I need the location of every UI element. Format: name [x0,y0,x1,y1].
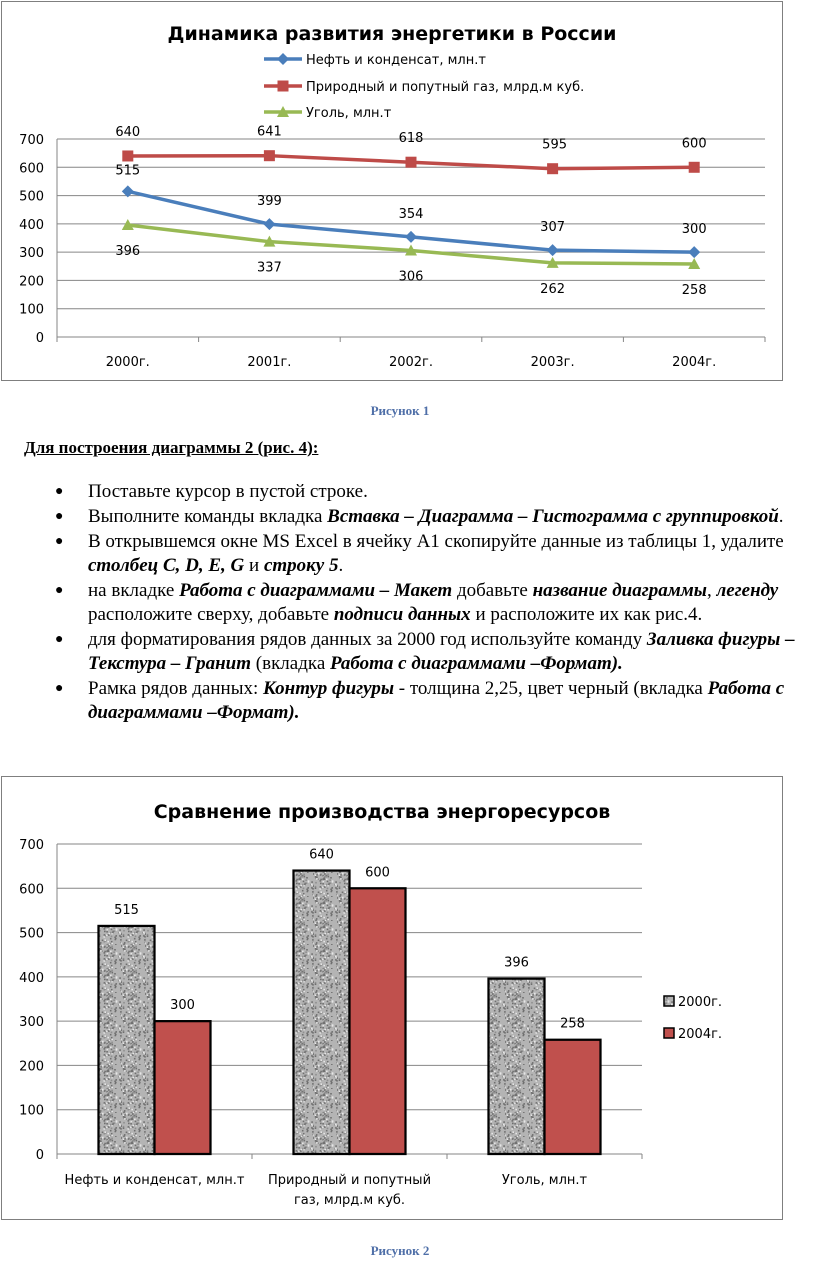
instruction-emphasis: Работа с диаграммами –Формат). [88,678,785,723]
square-marker-icon [547,163,558,174]
data-label: 258 [560,1016,585,1032]
instruction-text: расположите сверху, добавьте [88,604,334,625]
data-label: 262 [540,281,566,297]
instruction-item [52,677,797,725]
y-tick-label: 400 [19,217,44,233]
instruction-text: и расположите их как рис.4. [470,604,703,625]
y-tick-label: 700 [19,133,44,148]
y-tick-label: 300 [19,246,44,262]
instruction-emphasis: строку 5 [263,555,339,576]
instruction-emphasis: Вставка – Диаграмма – Гистограмма с группировкой [327,506,779,527]
y-tick-label: 100 [19,1103,44,1119]
y-tick-label: 200 [19,274,44,290]
diamond-marker-icon [688,246,700,258]
bullet-icon: ● [55,509,64,524]
data-label: 306 [398,269,424,285]
figure2-caption: Рисунок 2 [370,1243,430,1258]
instructions-heading: Для построения диаграммы 2 (рис. 4): [24,438,319,457]
x-tick-label: газ, млрд.м куб. [293,1193,406,1208]
x-tick-label: Нефть и конденсат, млн.т [64,1173,245,1188]
y-tick-label: 400 [19,970,44,986]
data-label: 640 [115,124,141,140]
data-label: 396 [115,243,141,259]
bar-chart-svg [2,777,782,1219]
y-tick-label: 600 [19,882,44,898]
x-tick-label: 2004г. [672,355,717,370]
diamond-marker-icon [405,231,417,243]
bullet-icon: ● [55,681,64,696]
data-label: 300 [170,998,195,1014]
data-label: 600 [365,865,390,881]
instruction-item [52,530,797,578]
instruction-text: , [706,580,717,601]
data-label: 258 [681,283,707,299]
legend-label: 2000г. [678,995,723,1010]
instructions-list [52,480,797,726]
bullet-icon: ● [55,484,64,499]
instruction-emphasis: столбец C, D, E, G [88,555,245,576]
data-label: 396 [504,955,529,971]
square-marker-icon [406,157,417,168]
instruction-item [52,579,797,627]
square-marker-icon [689,162,700,173]
y-tick-label: 700 [19,838,44,853]
instruction-text: для форматирования рядов данных за 2000 год используйте команду [88,629,647,650]
bullet-icon: ● [55,534,64,549]
y-tick-label: 0 [35,331,44,346]
instruction-item [52,628,797,676]
instruction-emphasis: название диаграммы [532,580,707,601]
bullet-icon: ● [55,632,64,647]
y-tick-label: 500 [19,926,44,942]
line-chart-energy-dynamics [1,1,783,381]
data-label: 300 [681,222,707,238]
square-marker-icon [122,150,133,161]
data-label: 640 [309,847,334,863]
x-tick-label: Природный и попутный [267,1173,432,1188]
instruction-emphasis: Контур фигуры [263,678,395,699]
legend-label: Природный и попутный газ, млрд.м куб. [306,80,585,95]
square-marker-icon [278,81,289,92]
data-label: 307 [540,220,566,236]
x-tick-label: Уголь, млн.т [501,1173,588,1188]
bar [155,1021,211,1154]
bar [350,888,406,1154]
legend-label: 2004г. [678,1027,723,1042]
data-label: 515 [115,163,141,179]
data-label: 595 [542,137,568,153]
bullet-icon: ● [55,583,64,598]
figure1-caption: Рисунок 1 [370,403,430,418]
instruction-text: Поставьте курсор в пустой строке. [88,481,368,502]
instruction-text: и [244,555,264,576]
bar [489,979,545,1154]
diamond-marker-icon [547,244,559,256]
instruction-text: добавьте [452,580,533,601]
instruction-text: Выполните команды вкладка [88,506,328,527]
instruction-text: на вкладке [88,580,180,601]
diamond-marker-icon [263,218,275,230]
data-label: 337 [256,260,282,276]
data-label: 515 [114,902,139,918]
instruction-text: (вкладка [251,653,331,674]
y-tick-label: 600 [19,161,44,177]
instruction-emphasis: легенду [716,580,779,601]
data-label: 618 [398,131,424,147]
legend-swatch [664,996,674,1006]
square-marker-icon [264,150,275,161]
instruction-emphasis: Заливка фигуры – Текстура – Гранит [88,629,795,674]
data-label: 641 [256,124,282,140]
instruction-text: - толщина 2,25, цвет черный (вкладка [394,678,708,699]
data-label: 600 [681,136,707,152]
y-tick-label: 500 [19,189,44,205]
instruction-item [52,505,797,529]
instruction-text: . [778,506,784,527]
diamond-marker-icon [277,53,289,65]
x-tick-label: 2001г. [247,355,292,370]
instruction-item [52,480,797,504]
bar [545,1040,601,1154]
chart-title: Динамика развития энергетики в России [167,23,617,45]
legend-swatch [664,1028,674,1038]
instruction-emphasis: Работа с диаграммами – Макет [179,580,453,601]
bar-chart-energy-comparison [1,776,783,1220]
y-tick-label: 100 [19,302,44,318]
instruction-emphasis: Работа с диаграммами –Формат). [330,653,623,674]
instruction-text: Рамка рядов данных: [88,678,264,699]
legend-label: Уголь, млн.т [306,106,392,121]
y-tick-label: 200 [19,1059,44,1075]
x-tick-label: 2002г. [388,355,434,370]
instruction-text: . [338,555,344,576]
data-label: 399 [256,194,282,210]
instruction-text: В открывшемся окне MS Excel в ячейку А1 скопируйте данные из таблицы 1, удалите [88,531,784,552]
y-tick-label: 300 [19,1015,44,1031]
bar [294,871,350,1154]
data-label: 354 [398,206,424,222]
instruction-emphasis: подписи данных [333,604,471,625]
line-chart-svg [2,2,782,380]
x-tick-label: 2000г. [105,355,150,370]
x-tick-label: 2003г. [530,355,575,370]
bar [99,926,155,1154]
y-tick-label: 0 [35,1148,44,1163]
legend-label: Нефть и конденсат, млн.т [306,53,486,68]
chart-title: Сравнение производства энергоресурсов [153,801,611,823]
